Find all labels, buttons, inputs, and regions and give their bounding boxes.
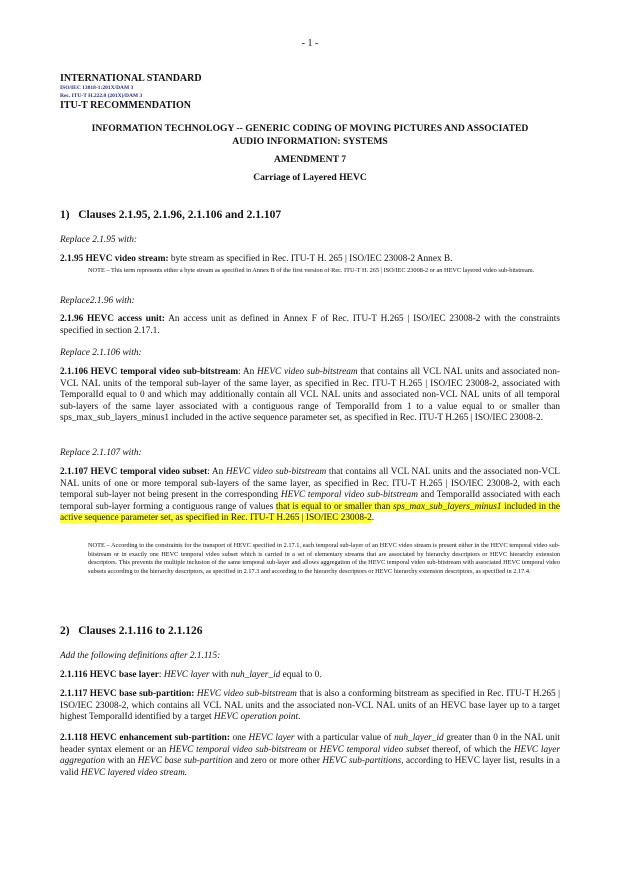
iso-reference: ISO/IEC 13818-1:201X/DAM 3 (60, 85, 134, 91)
instruction-add-definitions: Add the following definitions after 2.1.115: (60, 651, 221, 661)
definition-2-1-116: 2.1.116 HEVC base layer: HEVC layer with nuh_layer_id equal to 0. (60, 670, 322, 680)
instruction-replace-2-1-107: Replace 2.1.107 with: (60, 448, 142, 458)
term-2-1-107: 2.1.107 HEVC temporal video subset (60, 467, 208, 477)
standard-label: INTERNATIONAL STANDARD (60, 73, 202, 84)
note-2-1-95: NOTE – This term represents either a byte stream as specified in Annex B of the first version of Rec. ITU-T H. 265 | ISO/IEC 23008-2 or an HEVC layered video sub-bitstream. (88, 267, 535, 274)
term-2-1-117: 2.1.117 HEVC base sub-partition: (60, 689, 195, 699)
instruction-replace-2-1-96: Replace2.1.96 with: (60, 296, 135, 306)
term-2-1-95: 2.1.95 HEVC video stream: (60, 254, 169, 264)
section-1-heading: 1) Clauses 2.1.95, 2.1.96, 2.1.106 and 2.1.107 (60, 209, 282, 221)
page-number: - 1 - (301, 38, 319, 49)
amendment-subtitle: Carriage of Layered HEVC (253, 171, 367, 183)
itu-reference: Rec. ITU-T H.222.0 (201X)/DAM 3 (60, 92, 143, 99)
instruction-replace-2-1-106: Replace 2.1.106 with: (60, 348, 142, 358)
term-2-1-106: 2.1.106 HEVC temporal video sub-bitstream (60, 367, 239, 377)
document-title (60, 123, 560, 190)
definition-2-1-106: 2.1.106 HEVC temporal video sub-bitstream: An HEVC video sub-bitstream that contains all VCL NAL units and associated non-VCL NAL units of the temporal sub-layer of the same layer, as specified in Rec. ITU-T H.265 | ISO/IEC 23008-2, associated with TemporalId equal to 0 and which may additionally contain all VCL NAL units and associated non-VCL NAL units of all temporal sub-layers of the same layer associated with a contiguous range of TemporalId from 1 to a value equal to or smaller than sps_max_sub_layers_minus1 included in the active sequence parameter set, as specified in Rec. ITU-T H.265 | ISO/IEC 23008-2. (60, 367, 560, 424)
title-main (60, 123, 560, 148)
section-2-heading: 2) Clauses 2.1.116 to 2.1.126 (60, 625, 203, 637)
note-2-1-107: NOTE – According to the constraints for the transport of HEVC specified in 2.17.1, each temporal sub-layer of an HEVC video stream is present either in the HEVC temporal video sub-bitstream or in exactly one HEVC temporal video subset which is carried in a set of elementary streams that are associated by hierarchy descriptors or HEVC hierarchy extension descriptors. This prevents the multiple inclusion of the same temporal sub-layer and allows aggregation of the HEVC temporal video sub-bitstream with associated HEVC temporal video subsets according to the hierarchy descriptors, as specified in 2.17.3 and according to the hierarchy descriptors or HEVC hierarchy extension descriptors, as specified in 2.17.4. (88, 542, 560, 576)
definition-2-1-117: 2.1.117 HEVC base sub-partition: HEVC video sub-bitstream that is also a conforming bitstream as specified in Rec. ITU-T H.265 | ISO/IEC 23008-2, which contains all VCL NAL units and the associated non-VCL NAL units of an HEVC base layer up to a target highest TemporalId identified by a target HEVC operation point. (60, 689, 561, 723)
definition-2-1-107: 2.1.107 HEVC temporal video subset: An HEVC video sub-bitstream that contains all VCL NAL units and the associated non-VCL NAL units of one or more temporal sub-layers of the same layer, as specified in Rec. ITU-T H.265 | ISO/IEC 23008-2, with each temporal sub-layer not being present in the corresponding HEVC temporal video sub-bitstream and TemporalId associated with each temporal sub-layer forming a contiguous range of values that is equal to or smaller than sps_max_sub_layers_minus1 included in the active sequence parameter set, as specified in Rec. ITU-T H.265 | ISO/IEC 23008-2. (60, 467, 561, 524)
definition-2-1-96: 2.1.96 HEVC access unit: An access unit as defined in Annex F of Rec. ITU-T H.265 | ISO/IEC 23008-2 with the constraints specified in section 2.17.1. (60, 314, 560, 336)
term-2-1-96: 2.1.96 HEVC access unit: (60, 314, 165, 324)
term-2-1-118: 2.1.118 HEVC enhancement sub-partition: (60, 733, 230, 743)
title-line-2: AUDIO INFORMATION: SYSTEMS (232, 135, 388, 147)
instruction-replace-2-1-95: Replace 2.1.95 with: (60, 235, 137, 245)
definition-2-1-118: 2.1.118 HEVC enhancement sub-partition: one HEVC layer with a particular value of nuh_layer_id greater than 0 in the NAL unit header syntax element or an HEVC temporal video sub-bitstream or HEVC temporal video subset thereof, of which the HEVC layer aggregation with an HEVC base sub-partition and zero or more other HEVC sub-partitions, according to HEVC layer list, results in a valid HEVC layered video stream. (60, 733, 560, 778)
standard-header (60, 73, 580, 112)
recommendation-label: ITU-T RECOMMENDATION (60, 100, 192, 111)
term-2-1-116: 2.1.116 HEVC base layer (60, 670, 159, 680)
amendment-label: AMENDMENT 7 (273, 153, 347, 165)
definition-2-1-95: 2.1.95 HEVC video stream: byte stream as specified in Rec. ITU-T H. 265 | ISO/IEC 23008-2 Annex B. (60, 254, 453, 264)
title-line-1: INFORMATION TECHNOLOGY -- GENERIC CODING OF MOVING PICTURES AND ASSOCIATED (91, 123, 529, 134)
highlighted-text: that is equal to or smaller than sps_max_sub_layers_minus1 included in the active sequence parameter set, as specified in Rec. ITU-T H.265 | ISO/IEC 23008-2 (60, 501, 561, 524)
